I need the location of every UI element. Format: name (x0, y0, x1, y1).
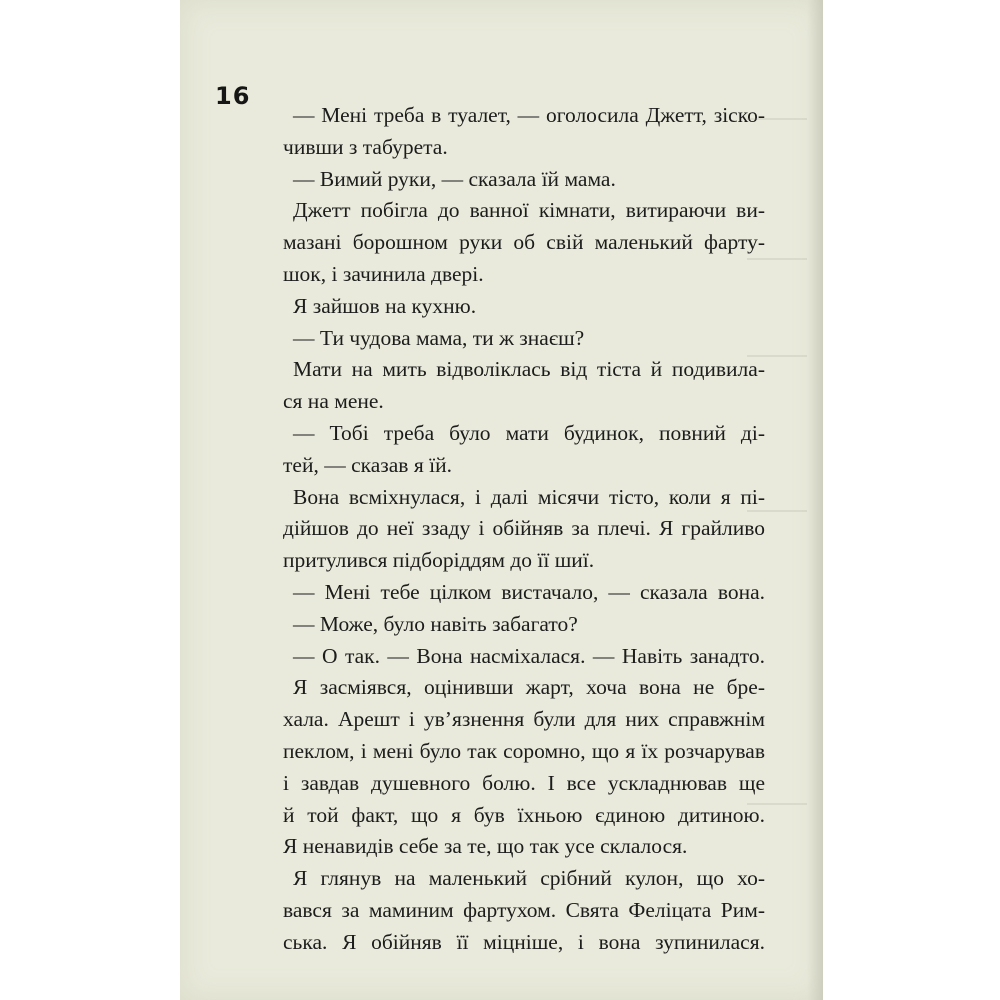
bleed-through-mark (747, 803, 807, 805)
page-number: 16 (215, 82, 251, 110)
text-line: — Мені треба в туалет, — оголосила Джетт, зіско- (293, 103, 765, 127)
text-line: — О так. — Вона насміхалася. — Навіть занадто. (293, 643, 765, 668)
text-line: шок, і зачинила двері. (283, 261, 484, 286)
text-line: хала. Арешт і ув’язнення були для них справжнім (283, 707, 765, 732)
bleed-through-mark (747, 258, 807, 260)
text-line: вався за маминим фартухом. Свята Феліцата Рим- (283, 897, 765, 922)
text-line: Я зайшов на кухню. (293, 293, 477, 318)
text-line: й той факт, що я був їхньою єдиною дитиною. (283, 802, 765, 827)
text-line: — Мені тебе цілком вистачало, — сказала вона. (293, 579, 765, 604)
text-line: Джетт побігла до ванної кімнати, витираючи ви- (293, 198, 765, 223)
text-line: Мати на мить відволіклась від тіста й подивила- (293, 357, 765, 382)
text-line: мазані борошном руки об свій маленький фарту- (283, 230, 765, 255)
text-line: Я ненавидів себе за те, що так усе склалося. (283, 834, 688, 859)
text-line: — Ти чудова мама, ти ж знаєш? (293, 325, 585, 350)
text-line: і завдав душевного болю. І все ускладнював ще (283, 770, 765, 795)
bleed-through-mark (747, 118, 807, 120)
text-line: пеклом, і мені було так соромно, що я їх розчарував (283, 738, 765, 763)
text-line: — Може, було навіть забагато? (293, 611, 578, 636)
text-line: Я засміявся, оцінивши жарт, хоча вона не бре- (293, 675, 765, 700)
text-line: дійшов до неї ззаду і обійняв за плечі. Я грайливо (283, 516, 765, 541)
text-line: чивши з табурета. (283, 134, 448, 159)
text-line: Вона всміхнулася, і далі місячи тісто, коли я пі- (293, 484, 765, 509)
text-line: ся на мене. (283, 389, 384, 414)
text-line: тей, — сказав я їй. (283, 452, 452, 477)
text-line: притулився підборіддям до її шиї. (283, 548, 595, 573)
bleed-through-mark (747, 355, 807, 357)
body-text (283, 100, 765, 959)
book-page (180, 0, 823, 1000)
text-line: — Тобі треба було мати будинок, повний ді- (293, 420, 765, 445)
text-line: — Вимий руки, — сказала їй мама. (293, 166, 616, 191)
bleed-through-mark (747, 510, 807, 512)
text-line: ська. Я обійняв її міцніше, і вона зупинилася. (283, 929, 765, 954)
page-edge-shadow (807, 0, 823, 1000)
text-line: Я глянув на маленький срібний кулон, що хо- (293, 866, 765, 891)
